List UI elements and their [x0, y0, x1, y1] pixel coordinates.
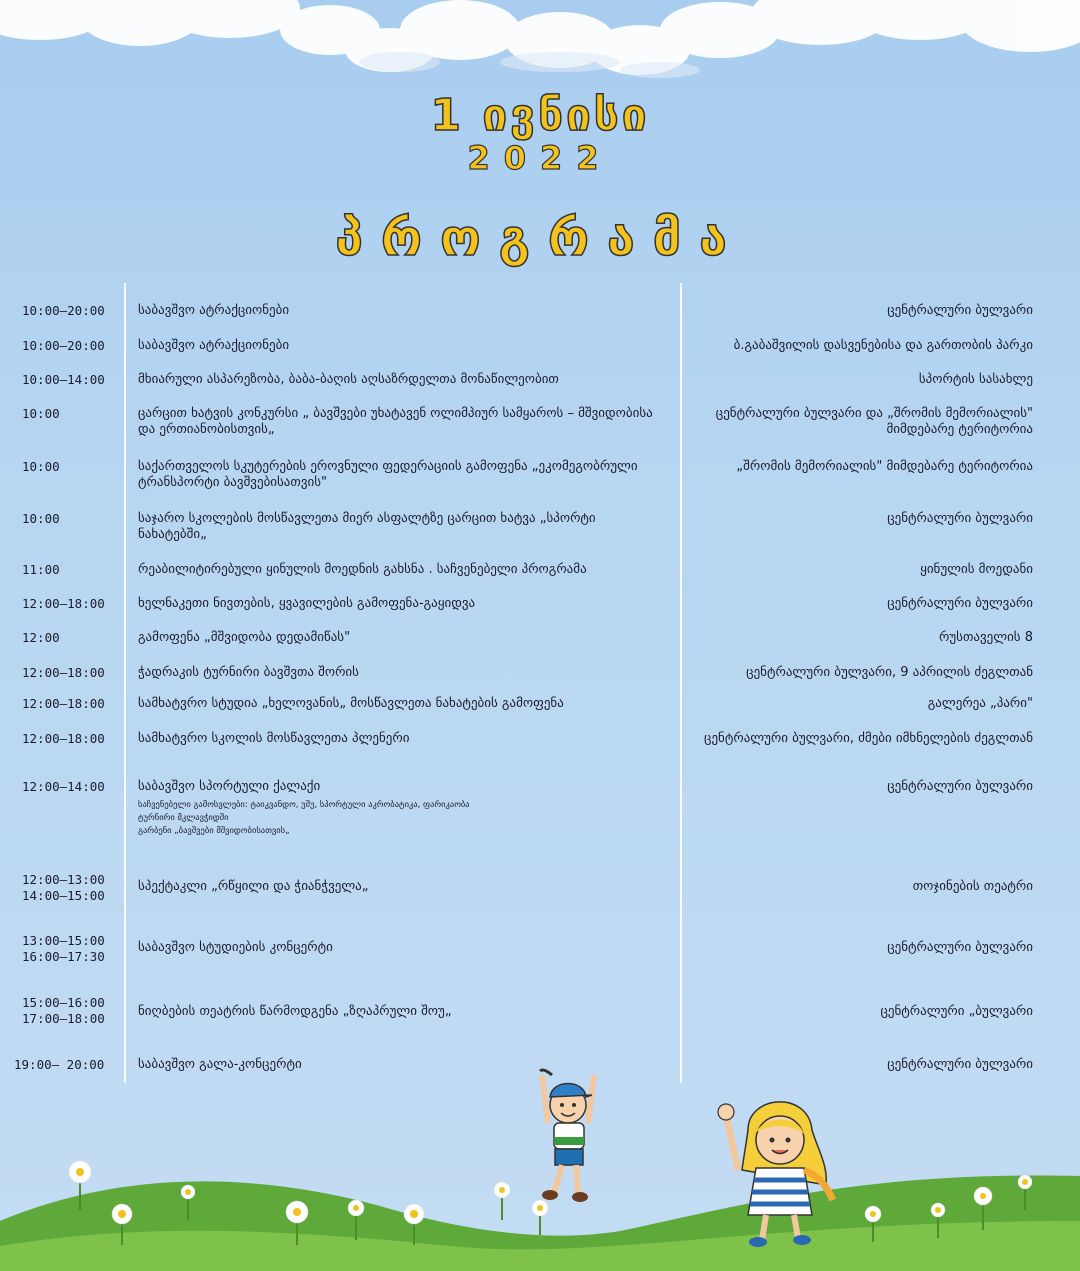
row-event: საბავშვო ატრაქციონები: [138, 338, 290, 353]
column-divider-left: [124, 283, 126, 1083]
row-event: სამხატვრო სკოლის მოსწავლეთა პლენერი: [138, 731, 410, 746]
row-place: ცენტრალური ბულვარი, ძმები იმხნელების ძეგლთან: [704, 731, 1033, 746]
row-place: ცენტრალური ბულვარი: [887, 511, 1033, 526]
row-event: სამხატვრო სტუდია „ხელოვანის„ მოსწავლეთა ნახატების გამოფენა: [138, 696, 564, 711]
row-event: ჭადრაკის ტურნირი ბავშვთა შორის: [138, 665, 359, 680]
row-time: 12:00–18:00: [22, 665, 105, 680]
row-time: 10:00–20:00: [22, 303, 105, 318]
row-time: 12:00–18:00: [22, 596, 105, 611]
row-time: 12:00–18:00: [22, 696, 105, 711]
row-event: სპექტაკლი „რწყილი და ჭიანჭველა„: [138, 879, 369, 894]
row-place: გალერეა „პარი": [927, 696, 1033, 711]
row-place: ცენტრალური ბულვარი: [887, 940, 1033, 955]
row-event-title: საბავშვო სპორტული ქალაქი: [138, 779, 321, 794]
event-year-title: 2022: [467, 139, 613, 177]
row-event: ხელნაკეთი ნივთების, ყვავილების გამოფენა-გაყიდვა: [138, 596, 476, 611]
waving-girl-illustration: [708, 1090, 843, 1250]
program-title: პროგრამა: [335, 209, 745, 267]
row-time: 12:00–18:00: [22, 731, 105, 746]
row-event: საბავშვო გალა-კონცერტი: [138, 1057, 302, 1072]
row-time: 12:00–13:00 14:00–15:00: [22, 872, 105, 903]
row-place: ცენტრალური „ბულვარი: [880, 1004, 1033, 1019]
row-place: რუსთაველის 8: [939, 630, 1033, 645]
row-place: ცენტრალური ბულვარი, 9 აპრილის ძეგლთან: [746, 665, 1033, 680]
row-place: „შრომის მემორიალის" მიმდებარე ტერიტორია: [736, 459, 1033, 474]
clouds-decoration: [0, 0, 1080, 90]
row-time: 12:00: [22, 630, 60, 645]
row-time: 10:00: [22, 459, 60, 474]
row-time: 13:00–15:00 16:00–17:30: [22, 933, 105, 964]
row-event: [138, 779, 658, 838]
row-place: ცენტრალური ბულვარი: [887, 596, 1033, 611]
row-place: ყინულის მოედანი: [920, 562, 1033, 577]
row-place: ცენტრალური ბულვარი: [887, 1057, 1033, 1072]
row-event: საბავშვო ატრაქციონები: [138, 303, 290, 318]
row-event: გამოფენა „მშვიდობა დედამიწას": [138, 630, 351, 645]
row-place: ცენტრალური ბულვარი: [887, 303, 1033, 318]
row-place: სპორტის სასახლე: [918, 372, 1033, 387]
row-time: 19:00– 20:00: [14, 1057, 105, 1072]
row-place: ცენტრალური ბულვარი და „შრომის მემორიალის" მიმდებარე ტერიტორია: [715, 406, 1033, 437]
row-place: ცენტრალური ბულვარი: [887, 779, 1033, 794]
row-time: 12:00–14:00: [22, 779, 105, 794]
row-time: 11:00: [22, 562, 60, 577]
row-event-note: ტურნირი მკლავჭიდში: [138, 813, 229, 823]
row-event: საჯარო სკოლების მოსწავლეთა მიერ ასფალტზე ცარცით ხატვა „სპორტი ნახატებში„: [138, 511, 596, 542]
row-event: მხიარული ასპარეზობა, ბაბა-ბაღის აღსაზრდელთა მონაწილეობით: [138, 372, 559, 387]
row-time: 10:00: [22, 511, 60, 526]
row-time: 15:00–16:00 17:00–18:00: [22, 995, 105, 1026]
column-divider-right: [680, 283, 682, 1083]
row-event: ნიღბების თეატრის წარმოდგენა „ზღაპრული შოუ„: [138, 1004, 452, 1019]
row-time: 10:00: [22, 406, 60, 421]
row-event: საქართველოს სკუტერების ეროვნული ფედერაციის გამოფენა „ეკომეგობრული ტრანსპორტი ბავშვებისათვის": [138, 459, 638, 490]
event-date-title: 1 ივნისი: [430, 90, 650, 141]
row-place: ბ.გაბაშვილის დასვენებისა და გართობის პარკი: [733, 338, 1033, 353]
row-event: საბავშვო სტუდიების კონცერტი: [138, 940, 333, 955]
row-place: თოჯინების თეატრი: [912, 879, 1033, 894]
row-event: ცარცით ხატვის კონკურსი „ ბავშვები უხატავენ ოლიმპიურ სამყაროს – მშვიდობისა და ერთიანობისთვის„: [138, 406, 653, 437]
jumping-boy-illustration: [530, 1065, 610, 1210]
row-event-note: საჩვენებელი გამოსვლები: ტაიკვანდო, უშუ, სპორტული აკრობატიკა, ფარიკაობა: [138, 800, 470, 810]
row-time: 10:00–20:00: [22, 338, 105, 353]
row-event-note: გარბენი „ბავშვები მშვიდობისათვის„: [138, 826, 290, 836]
row-event: რეაბილიტირებული ყინულის მოედნის გახსნა . საჩვენებელი პროგრამა: [138, 562, 587, 577]
row-time: 10:00–14:00: [22, 372, 105, 387]
